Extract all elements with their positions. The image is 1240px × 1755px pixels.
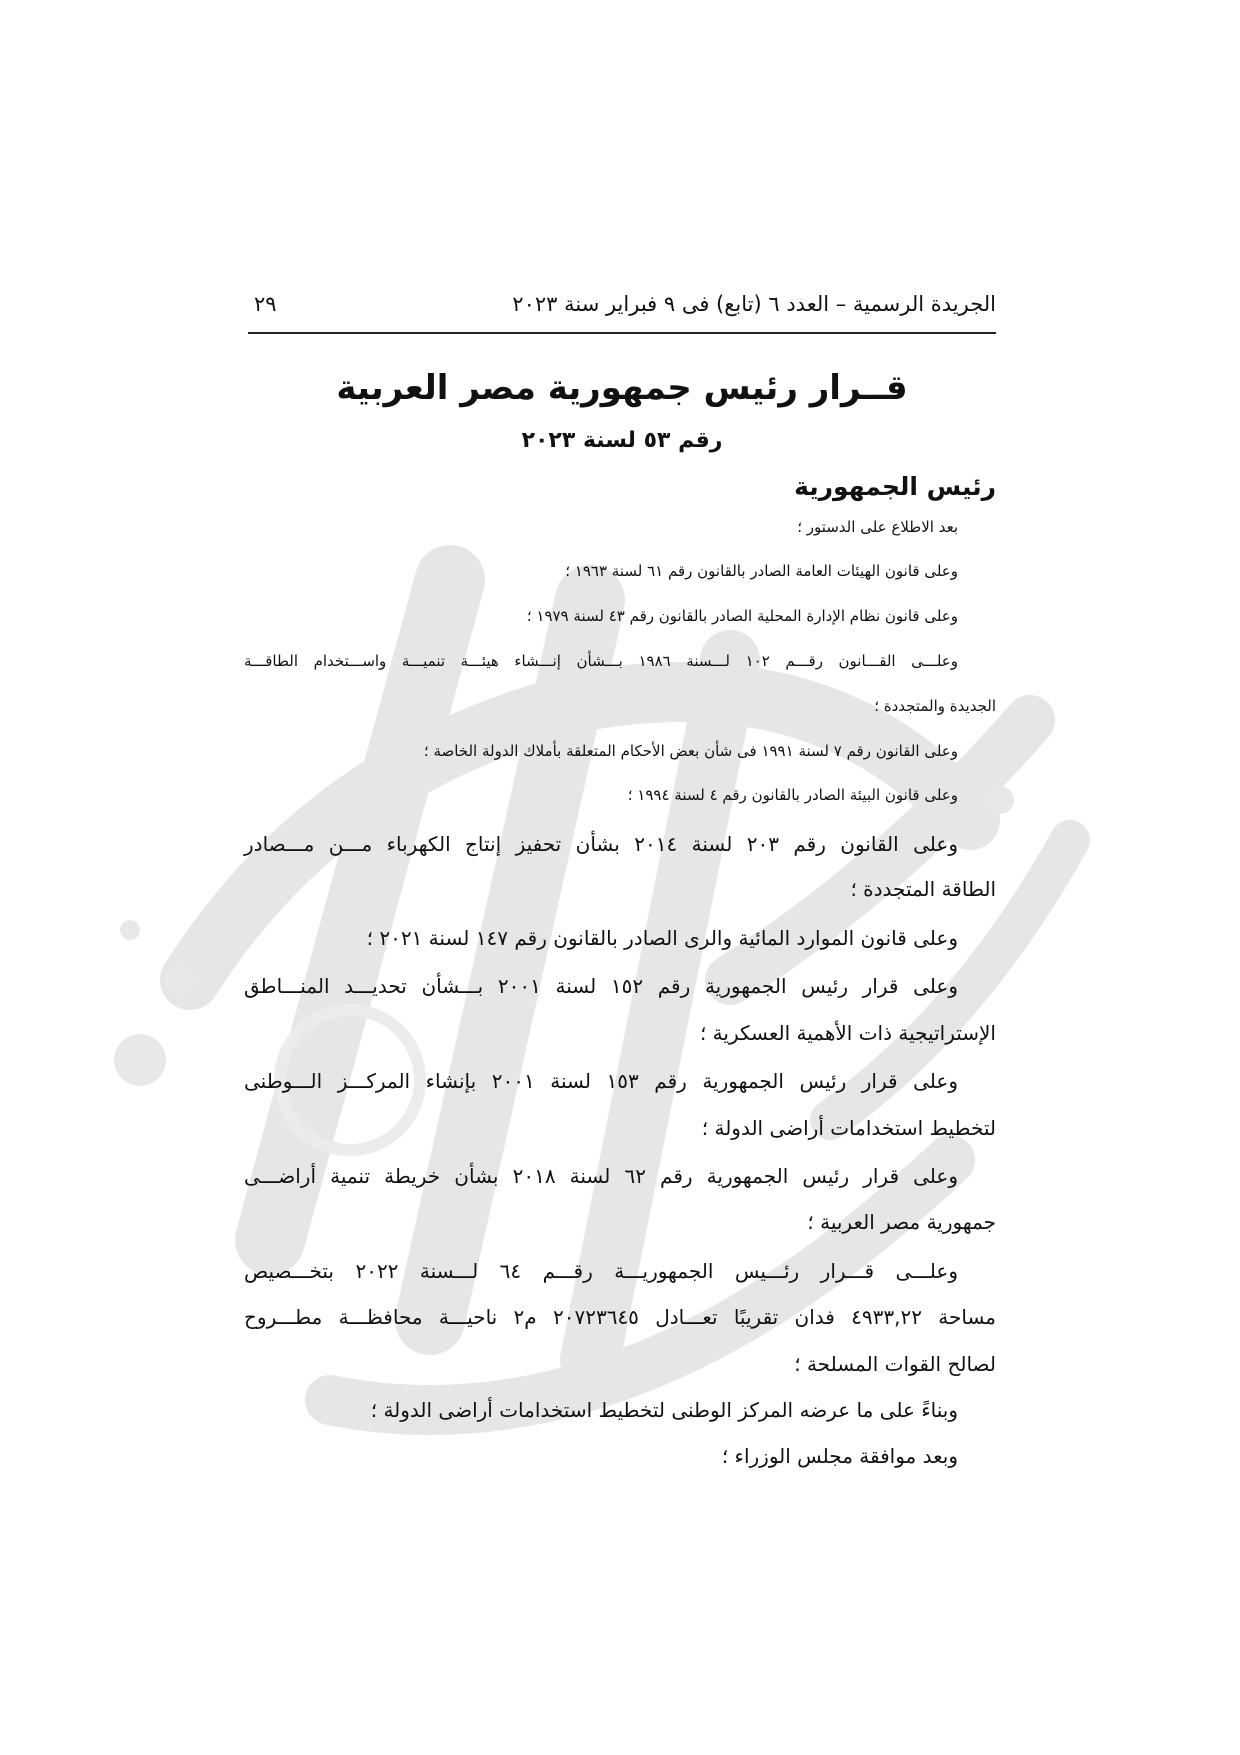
preamble-line: بعد الاطلاع على الدستور ؛: [797, 518, 958, 536]
decree-title: قــرار رئيس جمهورية مصر العربية: [336, 368, 908, 408]
preamble-line: لصالح القوات المسلحة ؛: [794, 1352, 996, 1376]
preamble-line: الجديدة والمتجددة ؛: [874, 697, 996, 715]
page-header: [248, 292, 996, 334]
page-number: ٢٩: [254, 292, 277, 316]
preamble-line: وبناءً على ما عرضه المركز الوطنى لتخطيط استخدامات أراضى الدولة ؛: [370, 1398, 958, 1422]
preamble-line: وعلى قانون البيئة الصادر بالقانون رقم ٤ لسنة ١٩٩٤ ؛: [627, 786, 958, 804]
decree-issuer: رئيس الجمهورية: [794, 472, 996, 501]
preamble-line: وعلى قانون الهيئات العامة الصادر بالقانون رقم ٦١ لسنة ١٩٦٣ ؛: [565, 562, 958, 580]
preamble-line: الإستراتيجية ذات الأهمية العسكرية ؛: [699, 1021, 996, 1045]
preamble-line: وبعد موافقة مجلس الوزراء ؛: [721, 1444, 958, 1468]
preamble-line: وعلـــى القـــانون رقـــم ١٠٢ لـــسنة ١٩٨٦ بـــشأن إنـــشاء هيئـــة تنميـــة واســـتخدام الطاقـــة: [244, 652, 958, 670]
preamble-line: لتخطيط استخدامات أراضى الدولة ؛: [701, 1116, 996, 1140]
preamble-line: وعلـــى قـــرار رئـــيس الجمهوريـــة رقـــم ٦٤ لـــسنة ٢٠٢٢ بتخـــصيص: [244, 1259, 959, 1283]
preamble-line: وعلى القانون رقم ٢٠٣ لسنة ٢٠١٤ بشأن تحفيز إنتاج الكهرباء مـــن مـــصادر: [244, 832, 958, 856]
preamble-line: الطاقة المتجددة ؛: [850, 877, 996, 901]
preamble-line: جمهورية مصر العربية ؛: [807, 1210, 996, 1234]
preamble-line: وعلى قرار رئيس الجمهورية رقم ٦٢ لسنة ٢٠١٨ بشأن خريطة تنمية أراضـــى: [244, 1164, 959, 1188]
preamble-line: وعلى قانون نظام الإدارة المحلية الصادر بالقانون رقم ٤٣ لسنة ١٩٧٩ ؛: [526, 607, 958, 625]
preamble-line: وعلى قرار رئيس الجمهورية رقم ١٥٢ لسنة ٢٠٠١ بـــشأن تحديـــد المنـــاطق: [244, 974, 958, 998]
decree-number: رقم ٥٣ لسنة ٢٠٢٣: [521, 428, 723, 453]
gazette-header-title: الجريدة الرسمية – العدد ٦ (تابع) فى ٩ فبراير سنة ٢٠٢٣: [512, 292, 996, 316]
preamble-line: وعلى قانون الموارد المائية والرى الصادر بالقانون رقم ١٤٧ لسنة ٢٠٢١ ؛: [366, 926, 958, 950]
preamble-line: وعلى القانون رقم ٧ لسنة ١٩٩١ فى شأن بعض الأحكام المتعلقة بأملاك الدولة الخاصة ؛: [423, 742, 958, 760]
preamble-line: مساحة ٤٩٣٣,٢٢ فدان تقريبًا تعـــادل ٢٠٧٢٣٦٤٥ م٢ ناحيـــة محافظـــة مطـــروح: [244, 1305, 996, 1329]
preamble-line: وعلى قرار رئيس الجمهورية رقم ١٥٣ لسنة ٢٠٠١ بإنشاء المركـــز الـــوطنى: [244, 1069, 958, 1093]
